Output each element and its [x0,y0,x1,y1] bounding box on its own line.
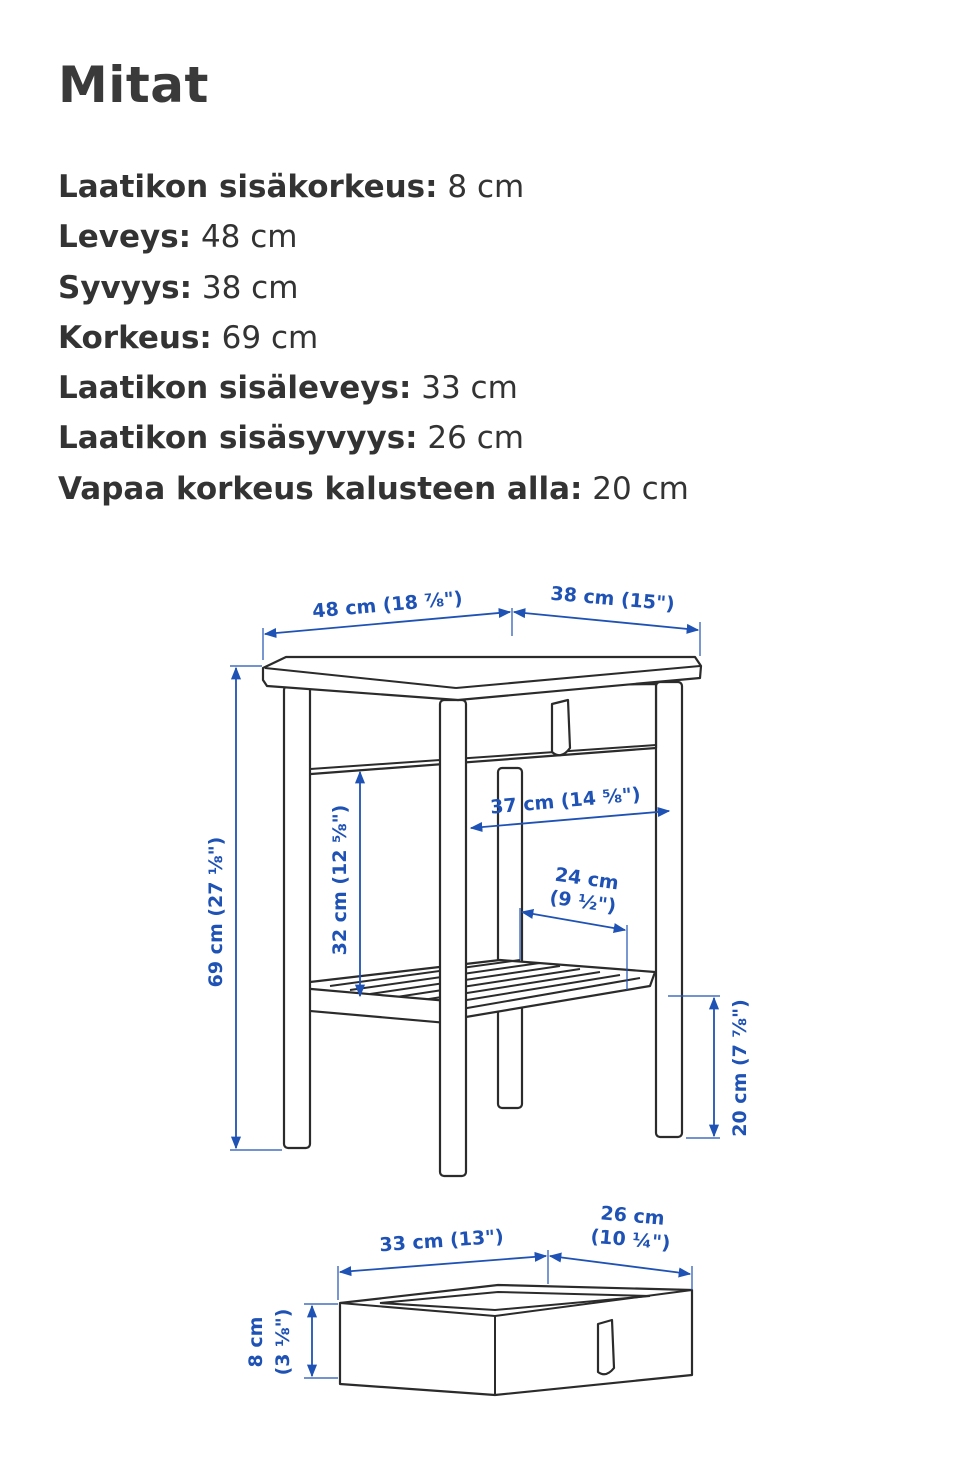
spec-row-free-height-under [58,464,689,514]
spec-label: Syvyys: [58,269,193,306]
floor-clearance-dimension-label: 20 cm (7 ⅞") [729,999,751,1137]
height-dimension-label: 69 cm (27 ⅛") [205,836,227,988]
shelf-depth-label-line1: 24 cm [553,863,621,895]
spec-value: 48 cm [200,219,298,256]
spec-label: Laatikon sisäkorkeus: [58,169,438,205]
spec-row-depth [58,263,689,313]
spec-label: Laatikon sisäsyvyys: [58,420,418,457]
back-left-leg [498,768,522,1108]
spec-row-width [58,212,689,262]
drawer-width-dimension-label: 33 cm (13") [378,1225,505,1257]
front-left-leg [284,686,310,1148]
depth-dimension-label: 38 cm (15") [549,582,676,616]
drawer-height-label-line2: (3 ⅛") [272,1308,294,1376]
page-title: Mitat [58,56,209,114]
spec-value: 8 cm [447,169,525,205]
width-dimension-label: 48 cm (18 ⅞") [311,587,464,623]
drawer-leather-pull [598,1320,614,1374]
inner-width-dimension-label: 37 cm (14 ⅝") [489,783,642,819]
drawer-depth-label-line2: (10 ¼") [589,1225,672,1255]
spec-row-drawer-inner-width [58,363,689,413]
spec-label: Korkeus: [58,319,212,356]
spec-value: 26 cm [427,420,524,457]
spec-row-drawer-inner-height [58,162,689,212]
spec-value: 38 cm [201,269,299,306]
spec-row-height [58,313,689,363]
drawer-drawing [340,1285,692,1395]
dimensions-list [58,162,689,514]
spec-row-drawer-inner-depth [58,413,689,463]
spec-value: 33 cm [421,370,518,407]
spec-value: 69 cm [221,319,319,356]
dimension-diagram [0,560,960,1483]
leather-pull [552,700,570,755]
back-right-leg [656,682,682,1137]
spec-label: Leveys: [58,219,192,256]
shelf-depth-label-line2: (9 ½") [548,886,618,918]
front-right-leg [440,700,466,1176]
spec-value: 20 cm [592,470,689,507]
spec-label: Vapaa korkeus kalusteen alla: [58,470,583,507]
spec-label: Laatikon sisäleveys: [58,370,412,407]
drawer-depth-label-line1: 26 cm [599,1202,666,1230]
drawer-height-label-line1: 8 cm [245,1316,267,1368]
shelf-gap-dimension-label: 32 cm (12 ⅝") [329,804,351,956]
